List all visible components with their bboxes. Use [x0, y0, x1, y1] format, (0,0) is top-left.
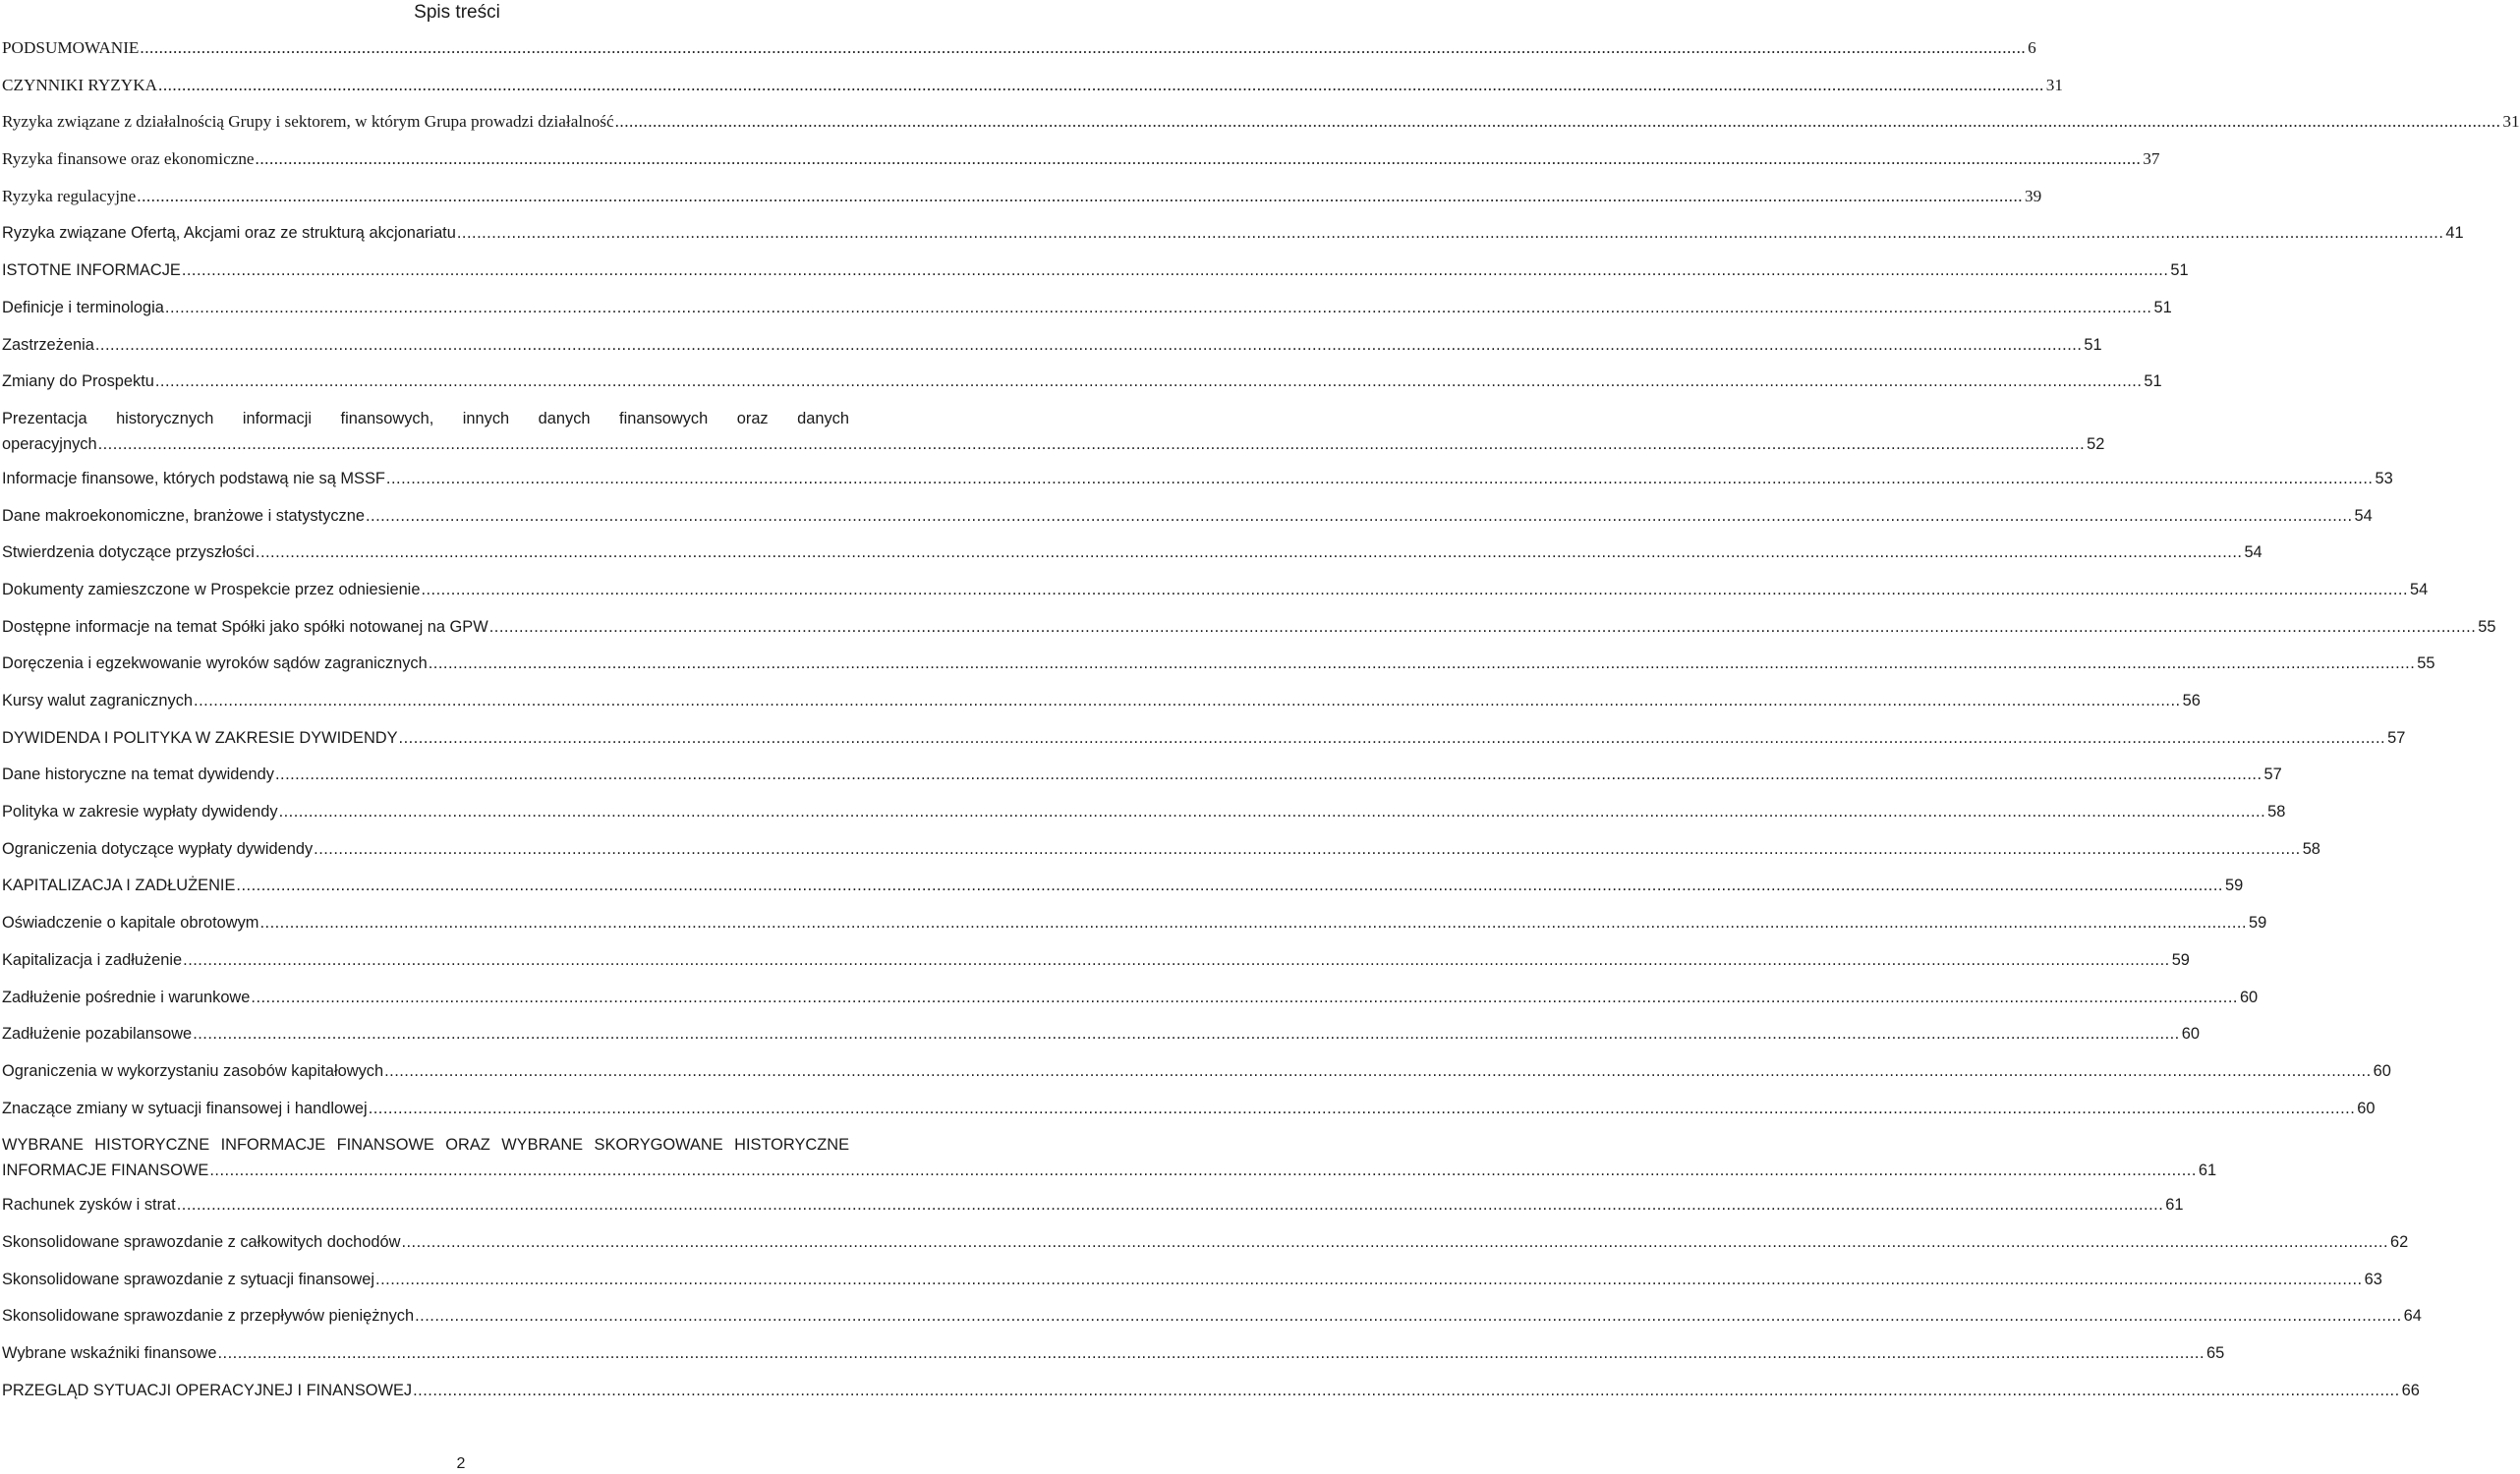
toc-entry-label: DYWIDENDA I POLITYKA W ZAKRESIE DYWIDENDY: [2, 728, 398, 747]
dot-leader: ................................................................................................................................................................................................................................................................................................................................................................................................................: [158, 75, 2044, 94]
toc-entry-label: Zadłużenie pośrednie i warunkowe: [2, 988, 251, 1006]
toc-entry-label: Stwierdzenia dotyczące przyszłości: [2, 543, 255, 562]
toc-entry[interactable]: [2, 332, 2102, 358]
toc-entry-label: Zastrzeżenia: [2, 335, 94, 354]
toc-entry-page: 51: [2153, 298, 2172, 316]
toc-entry-label: Wybrane wskaźniki finansowe: [2, 1344, 217, 1362]
toc-entry-label: Ryzyka związane Ofertą, Akcjami oraz ze strukturą akcjonariatu: [2, 224, 456, 243]
toc-entry[interactable]: [2, 109, 2520, 135]
dot-leader: ................................................................................................................................................................................................................................................................................................................................................................................................................: [314, 839, 2301, 858]
toc-entry-label: Dane makroekonomiczne, branżowe i statystyczne: [2, 506, 365, 525]
toc-entry-label: Definicje i terminologia: [2, 298, 164, 316]
toc-entry[interactable]: [2, 1021, 2200, 1047]
toc-entry[interactable]: [2, 836, 2320, 862]
toc-entry[interactable]: [2, 799, 2286, 824]
toc-entry-label: KAPITALIZACJA I ZADŁUŻENIE: [2, 877, 236, 895]
toc-entry[interactable]: [2, 368, 2162, 394]
toc-entry[interactable]: [2, 257, 2189, 283]
dot-leader: ................................................................................................................................................................................................................................................................................................................................................................................................................: [415, 1307, 2402, 1326]
toc-entry[interactable]: [2, 1378, 2420, 1403]
dot-leader: ................................................................................................................................................................................................................................................................................................................................................................................................................: [137, 186, 2024, 205]
toc-entry[interactable]: [2, 539, 2262, 565]
dot-leader: ................................................................................................................................................................................................................................................................................................................................................................................................................: [375, 1270, 2363, 1288]
toc-entry-page: 31: [2045, 75, 2063, 94]
toc-entry-page: 61: [2198, 1162, 2217, 1180]
dot-leader: ................................................................................................................................................................................................................................................................................................................................................................................................................: [181, 261, 2169, 280]
toc-entry[interactable]: [2, 1303, 2422, 1329]
toc-entry-label: PRZEGLĄD SYTUACJI OPERACYJNEJ I FINANSOWEJ: [2, 1381, 413, 1399]
dot-leader: ................................................................................................................................................................................................................................................................................................................................................................................................................: [176, 1196, 2164, 1215]
dot-leader: ................................................................................................................................................................................................................................................................................................................................................................................................................: [401, 1232, 2388, 1251]
toc-entry-page: 60: [2373, 1061, 2391, 1080]
toc-entry[interactable]: [2, 35, 2036, 61]
toc-entry[interactable]: [2, 1132, 2217, 1183]
toc-entry-label: Znaczące zmiany w sytuacji finansowej i handlowej: [2, 1099, 368, 1117]
toc-entry-label: Doręczenia i egzekwowanie wyroków sądów zagranicznych: [2, 654, 428, 673]
dot-leader: ................................................................................................................................................................................................................................................................................................................................................................................................................: [183, 950, 2170, 969]
toc-entry-label: INFORMACJE FINANSOWE: [2, 1162, 209, 1180]
toc-entry-page: 58: [2267, 803, 2286, 822]
toc-entry-page: 59: [2249, 914, 2267, 933]
toc-entry-page: 60: [2357, 1099, 2376, 1117]
toc-entry-page: 59: [2224, 877, 2244, 895]
toc-entry-label: Rachunek zysków i strat: [2, 1196, 176, 1215]
toc-entry-page: 57: [2387, 728, 2406, 747]
toc-entry-page: 51: [2084, 335, 2102, 354]
toc-entry-label: Skonsolidowane sprawozdanie z całkowitych dochodów: [2, 1232, 401, 1251]
toc-entry-page: 60: [2181, 1025, 2200, 1044]
dot-leader: ................................................................................................................................................................................................................................................................................................................................................................................................................: [217, 1344, 2205, 1362]
toc-entry[interactable]: [2, 577, 2429, 602]
toc-entry[interactable]: [2, 146, 2160, 172]
toc-entry[interactable]: [2, 1192, 2184, 1218]
toc-entry[interactable]: [2, 1058, 2391, 1084]
toc-entry[interactable]: [2, 651, 2435, 676]
dot-leader: ................................................................................................................................................................................................................................................................................................................................................................................................................: [456, 224, 2444, 243]
toc-entry-page: 53: [2375, 469, 2393, 487]
dot-leader: ................................................................................................................................................................................................................................................................................................................................................................................................................: [278, 803, 2266, 822]
toc-entry-page: 39: [2025, 186, 2042, 205]
toc-entry-label: Kursy walut zagranicznych: [2, 692, 194, 709]
toc-entry[interactable]: [2, 73, 2063, 98]
dot-leader: ................................................................................................................................................................................................................................................................................................................................................................................................................: [236, 877, 2223, 895]
toc-entry[interactable]: [2, 985, 2259, 1010]
dot-leader: ................................................................................................................................................................................................................................................................................................................................................................................................................: [94, 335, 2083, 354]
toc-entry[interactable]: [2, 1340, 2225, 1366]
toc-entry[interactable]: [2, 725, 2406, 751]
toc-entry-label: Ryzyka finansowe oraz ekonomiczne: [2, 149, 255, 169]
toc-entry[interactable]: [2, 947, 2190, 973]
toc-entry[interactable]: [2, 295, 2172, 320]
dot-leader: ................................................................................................................................................................................................................................................................................................................................................................................................................: [368, 1099, 2356, 1117]
toc-entry-label-line1: WYBRANE HISTORYCZNE INFORMACJE FINANSOWE ORAZ WYBRANE SKORYGOWANE HISTORYCZNE: [2, 1136, 849, 1155]
toc-entry-label: Zadłużenie pozabilansowe: [2, 1025, 193, 1044]
dot-leader: ................................................................................................................................................................................................................................................................................................................................................................................................................: [488, 617, 2477, 636]
dot-leader: ................................................................................................................................................................................................................................................................................................................................................................................................................: [209, 1162, 2197, 1180]
toc-entry-label: Dane historyczne na temat dywidendy: [2, 765, 274, 784]
toc-entry-page: 55: [2478, 617, 2496, 636]
toc-entry-page: 54: [2354, 506, 2373, 525]
dot-leader: ................................................................................................................................................................................................................................................................................................................................................................................................................: [413, 1381, 2400, 1399]
toc-entry-label: Dostępne informacje na temat Spółki jako spółki notowanej na GPW: [2, 617, 488, 636]
toc-entry[interactable]: [2, 503, 2373, 529]
toc-entry-label: Skonsolidowane sprawozdanie z przepływów pieniężnych: [2, 1307, 415, 1326]
toc-entry-label: Kapitalizacja i zadłużenie: [2, 950, 183, 969]
toc-entry[interactable]: [2, 220, 2464, 246]
toc-entry-page: 55: [2417, 654, 2435, 673]
page-title: Spis treści: [414, 2, 500, 23]
dot-leader: ................................................................................................................................................................................................................................................................................................................................................................................................................: [140, 38, 2027, 57]
toc-entry-label: Ograniczenia w wykorzystaniu zasobów kapitałowych: [2, 1061, 384, 1080]
toc-entry-page: 52: [2087, 434, 2105, 453]
toc-entry-label: Ograniczenia dotyczące wypłaty dywidendy: [2, 839, 314, 858]
toc-entry-page: 63: [2364, 1270, 2382, 1288]
dot-leader: ................................................................................................................................................................................................................................................................................................................................................................................................................: [365, 506, 2353, 525]
toc-entry-page: 54: [2410, 580, 2429, 598]
toc-entry-page: 62: [2390, 1232, 2409, 1251]
toc-entry-label: Informacje finansowe, których podstawą nie są MSSF: [2, 469, 385, 487]
toc-entry-label: Dokumenty zamieszczone w Prospekcie przez odniesienie: [2, 580, 421, 598]
dot-leader: ................................................................................................................................................................................................................................................................................................................................................................................................................: [398, 728, 2386, 747]
toc-entry-page: 66: [2401, 1381, 2420, 1399]
toc-entry-page: 37: [2143, 149, 2160, 169]
toc-entry-page: 51: [2170, 261, 2189, 280]
toc-entry-page: 6: [2028, 38, 2036, 57]
toc-entry[interactable]: [2, 1229, 2409, 1255]
dot-leader: ................................................................................................................................................................................................................................................................................................................................................................................................................: [614, 112, 2501, 132]
toc-entry-label-line1: Prezentacja historycznych informacji finansowych, innych danych finansowych oraz danych: [2, 409, 849, 427]
toc-entry[interactable]: [2, 1267, 2382, 1292]
dot-leader: ................................................................................................................................................................................................................................................................................................................................................................................................................: [384, 1061, 2372, 1080]
dot-leader: ................................................................................................................................................................................................................................................................................................................................................................................................................: [154, 372, 2143, 391]
toc-entry-page: 64: [2403, 1307, 2422, 1326]
dot-leader: ................................................................................................................................................................................................................................................................................................................................................................................................................: [255, 149, 2142, 169]
dot-leader: ................................................................................................................................................................................................................................................................................................................................................................................................................: [164, 298, 2152, 316]
table-of-contents: [2, 35, 2520, 1414]
toc-entry-label: PODSUMOWANIE: [2, 38, 140, 57]
toc-entry-label: Zmiany do Prospektu: [2, 372, 154, 391]
toc-entry-label: Ryzyka regulacyjne: [2, 186, 137, 205]
dot-leader: ................................................................................................................................................................................................................................................................................................................................................................................................................: [421, 580, 2408, 598]
toc-entry[interactable]: [2, 184, 2042, 209]
toc-entry-page: 51: [2144, 372, 2162, 391]
toc-entry-label: operacyjnych: [2, 434, 97, 453]
toc-entry-label: Skonsolidowane sprawozdanie z sytuacji finansowej: [2, 1270, 375, 1288]
toc-entry-page: 65: [2206, 1344, 2225, 1362]
toc-entry[interactable]: [2, 1096, 2376, 1121]
toc-entry[interactable]: [2, 466, 2393, 491]
toc-entry[interactable]: [2, 688, 2201, 713]
toc-entry-page: 41: [2445, 224, 2464, 243]
dot-leader: ................................................................................................................................................................................................................................................................................................................................................................................................................: [259, 914, 2248, 933]
toc-entry-page: 61: [2165, 1196, 2184, 1215]
toc-entry-page: 54: [2244, 543, 2262, 562]
dot-leader: ................................................................................................................................................................................................................................................................................................................................................................................................................: [251, 988, 2238, 1006]
toc-entry[interactable]: [2, 762, 2282, 787]
toc-entry-page: 57: [2263, 765, 2282, 784]
toc-entry-page: 60: [2239, 988, 2259, 1006]
toc-entry[interactable]: [2, 406, 2105, 457]
dot-leader: ................................................................................................................................................................................................................................................................................................................................................................................................................: [274, 765, 2262, 784]
dot-leader: ................................................................................................................................................................................................................................................................................................................................................................................................................: [194, 692, 2181, 709]
toc-entry-page: 59: [2171, 950, 2190, 969]
dot-leader: ................................................................................................................................................................................................................................................................................................................................................................................................................: [255, 543, 2243, 562]
toc-entry-label: Polityka w zakresie wypłaty dywidendy: [2, 803, 278, 822]
toc-entry-page: 56: [2182, 692, 2201, 709]
dot-leader: ................................................................................................................................................................................................................................................................................................................................................................................................................: [385, 469, 2374, 487]
toc-entry[interactable]: [2, 614, 2496, 640]
dot-leader: ................................................................................................................................................................................................................................................................................................................................................................................................................: [428, 654, 2416, 673]
toc-entry[interactable]: [2, 873, 2244, 898]
toc-entry-label: Ryzyka związane z działalnością Grupy i sektorem, w którym Grupa prowadzi działalność: [2, 112, 614, 132]
toc-entry-label: ISTOTNE INFORMACJE: [2, 261, 181, 280]
toc-entry-label: CZYNNIKI RYZYKA: [2, 75, 158, 94]
toc-entry[interactable]: [2, 910, 2267, 935]
toc-entry-label: Oświadczenie o kapitale obrotowym: [2, 914, 259, 933]
dot-leader: ................................................................................................................................................................................................................................................................................................................................................................................................................: [193, 1025, 2180, 1044]
toc-entry-page: 58: [2302, 839, 2320, 858]
toc-entry-page: 31: [2502, 112, 2520, 132]
dot-leader: ................................................................................................................................................................................................................................................................................................................................................................................................................: [97, 434, 2086, 453]
page-number: 2: [456, 1455, 466, 1472]
